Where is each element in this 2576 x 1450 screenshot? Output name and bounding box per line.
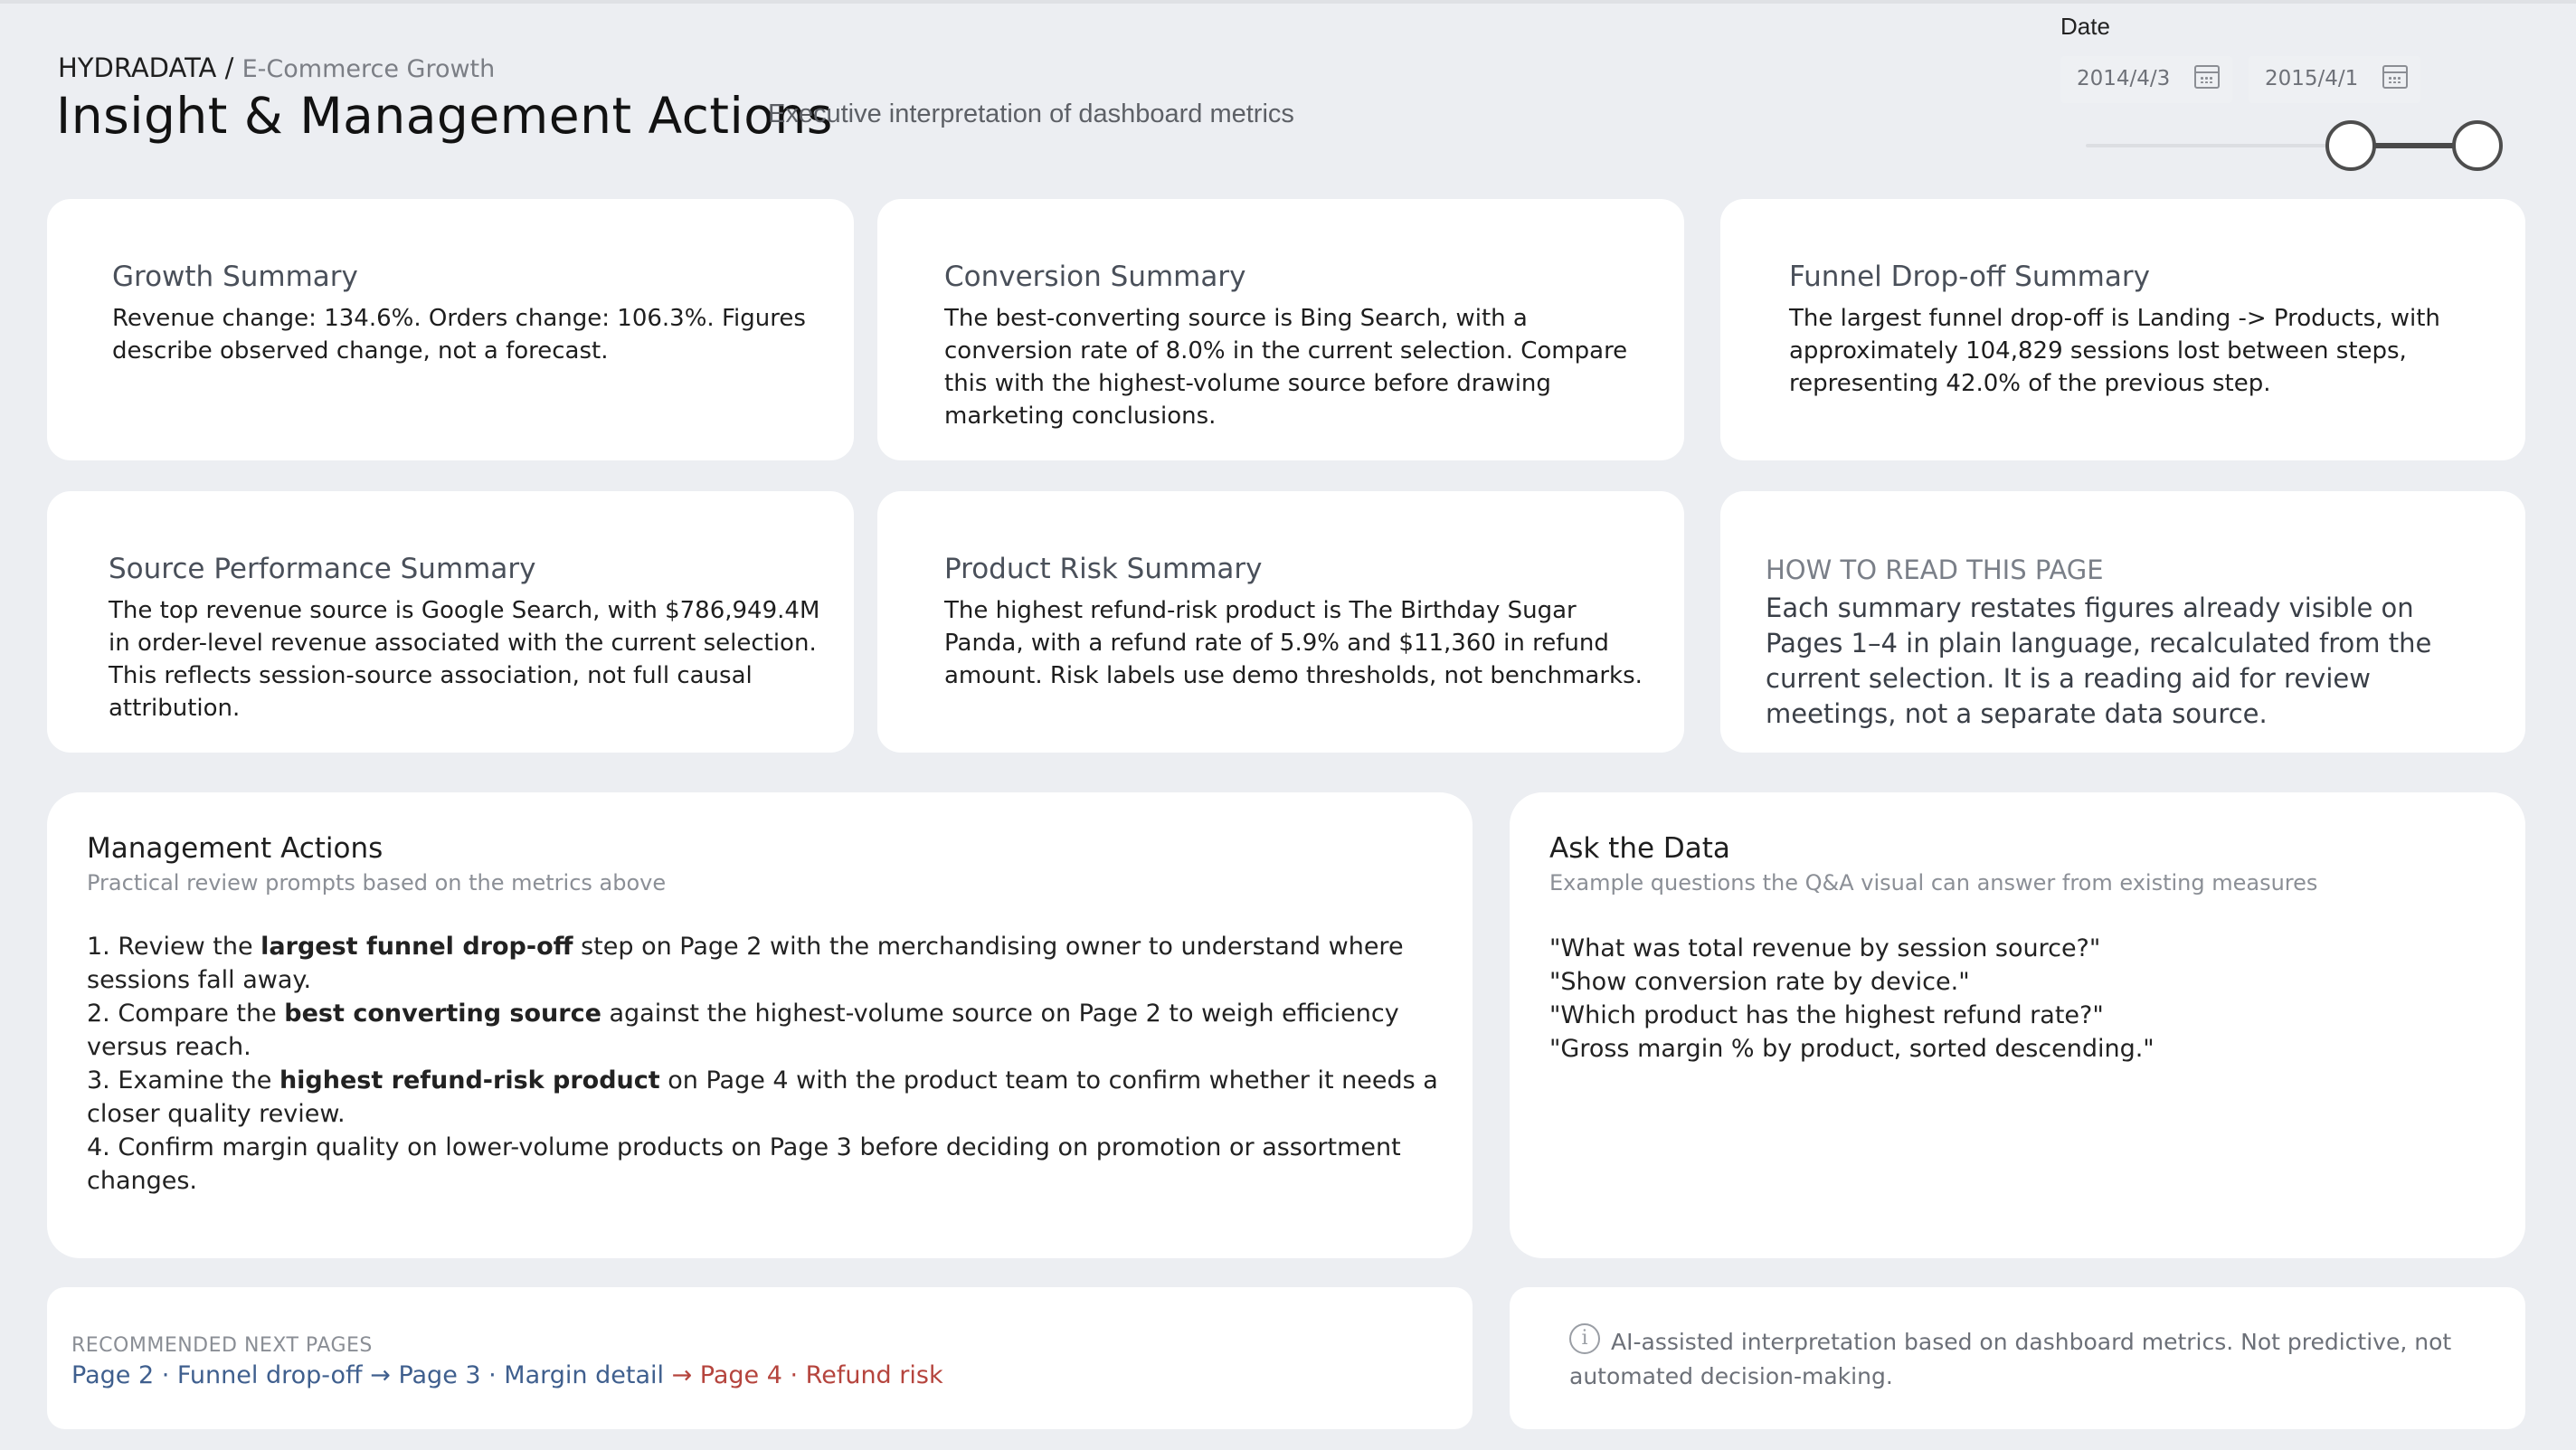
date-end-value: 2015/4/1: [2265, 67, 2359, 90]
action-item: 3. Examine the highest refund-risk product on Page 4 with the product team to confirm whether it needs a closer quality review.: [87, 1066, 1438, 1128]
growth-summary-card: [47, 199, 854, 460]
conversion-summary-card: [877, 199, 1684, 460]
disclaimer-card: [1510, 1287, 2525, 1429]
date-start-value: 2014/4/3: [2077, 67, 2171, 90]
example-question: "Gross margin % by product, sorted descending.": [1549, 1035, 2155, 1063]
breadcrumb-separator: /: [216, 52, 242, 83]
card-body: The highest refund-risk product is The Birthday Sugar Panda, with a refund rate of 5.9% and $11,360 in refund amount. Risk labels use demo thresholds, not benchmarks.: [944, 597, 1643, 689]
action-item: 4. Confirm margin quality on lower-volume products on Page 3 before deciding on promotion or assortment changes.: [87, 1133, 1401, 1195]
funnel-dropoff-summary-card: [1720, 199, 2525, 460]
example-question: "What was total revenue by session source?": [1549, 934, 2101, 962]
next-pages-label: RECOMMENDED NEXT PAGES: [71, 1334, 373, 1357]
brand-name: HYDRADATA: [58, 52, 217, 83]
card-title: Conversion Summary: [944, 261, 1246, 293]
card-body: Each summary restates figures already visible on Pages 1–4 in plain language, recalculated from the current selection. It is a reading aid for review meetings, not a separate data source.: [1766, 592, 2432, 729]
date-end-input[interactable]: [2249, 56, 2420, 103]
card-body: Revenue change: 134.6%. Orders change: 106.3%. Figures describe observed change, not a forecast.: [112, 305, 806, 365]
management-actions-card: [47, 792, 1473, 1258]
date-slicer-label: Date: [2060, 13, 2110, 40]
card-body: The best-converting source is Bing Search, with a conversion rate of 8.0% in the current selection. Compare this with the highest-volume source before drawing marketing conclusions.: [944, 305, 1628, 430]
next-pages-card: [47, 1287, 1473, 1429]
date-range-start-handle[interactable]: [2325, 120, 2376, 171]
source-performance-summary-card: [47, 491, 854, 753]
card-title: Management Actions: [87, 832, 384, 865]
card-subtitle: Practical review prompts based on the metrics above: [87, 870, 667, 896]
calendar-icon[interactable]: [2194, 65, 2220, 89]
card-title: Source Performance Summary: [109, 553, 536, 585]
card-title: Funnel Drop-off Summary: [1789, 261, 2150, 293]
example-question: "Show conversion rate by device.": [1549, 968, 1970, 996]
top-border: [0, 0, 2576, 4]
question-list: [1549, 932, 2155, 1066]
card-body: The largest funnel drop-off is Landing -> Products, with approximately 104,829 sessions lost between steps, representing 42.0% of the previous step.: [1789, 305, 2440, 397]
page-title: Insight & Management Actions: [56, 87, 833, 145]
breadcrumb: [58, 52, 495, 83]
card-subtitle: Example questions the Q&A visual can answer from existing measures: [1549, 870, 2318, 896]
card-body: The top revenue source is Google Search, with $786,949.4M in order-level revenue associated with the current selection. This reflects session-source association, not full causal attribution.: [109, 597, 820, 722]
info-icon: i: [1569, 1323, 1600, 1354]
link-page-3[interactable]: Page 3 · Margin detail: [398, 1361, 664, 1389]
card-title: Growth Summary: [112, 261, 358, 293]
card-title: Product Risk Summary: [944, 553, 1263, 585]
page-subtitle: Executive interpretation of dashboard metrics: [768, 100, 1294, 128]
link-page-2[interactable]: Page 2 · Funnel drop-off: [71, 1361, 363, 1389]
link-page-4[interactable]: Page 4 · Refund risk: [699, 1361, 943, 1389]
action-list: [87, 930, 1444, 1198]
date-start-input[interactable]: [2060, 56, 2232, 103]
card-title: Ask the Data: [1549, 832, 1730, 865]
action-item: 1. Review the largest funnel drop-off step on Page 2 with the merchandising owner to understand where sessions fall away.: [87, 933, 1404, 994]
calendar-icon[interactable]: [2382, 65, 2408, 89]
card-title: HOW TO READ THIS PAGE: [1766, 554, 2104, 585]
example-question: "Which product has the highest refund rate?": [1549, 1001, 2104, 1029]
breadcrumb-section: E-Commerce Growth: [242, 55, 496, 83]
product-risk-summary-card: [877, 491, 1684, 753]
disclaimer-text: AI-assisted interpretation based on dashboard metrics. Not predictive, not automated decision-making.: [1569, 1329, 2452, 1389]
action-item: 2. Compare the best converting source against the highest-volume source on Page 2 to weigh efficiency versus reach.: [87, 1000, 1399, 1061]
ask-the-data-card: [1510, 792, 2525, 1258]
next-pages-links: [71, 1361, 943, 1389]
arrow: →: [362, 1361, 399, 1389]
date-range-end-handle[interactable]: [2452, 120, 2503, 171]
how-to-read-card: [1720, 491, 2525, 753]
arrow: →: [664, 1361, 700, 1389]
